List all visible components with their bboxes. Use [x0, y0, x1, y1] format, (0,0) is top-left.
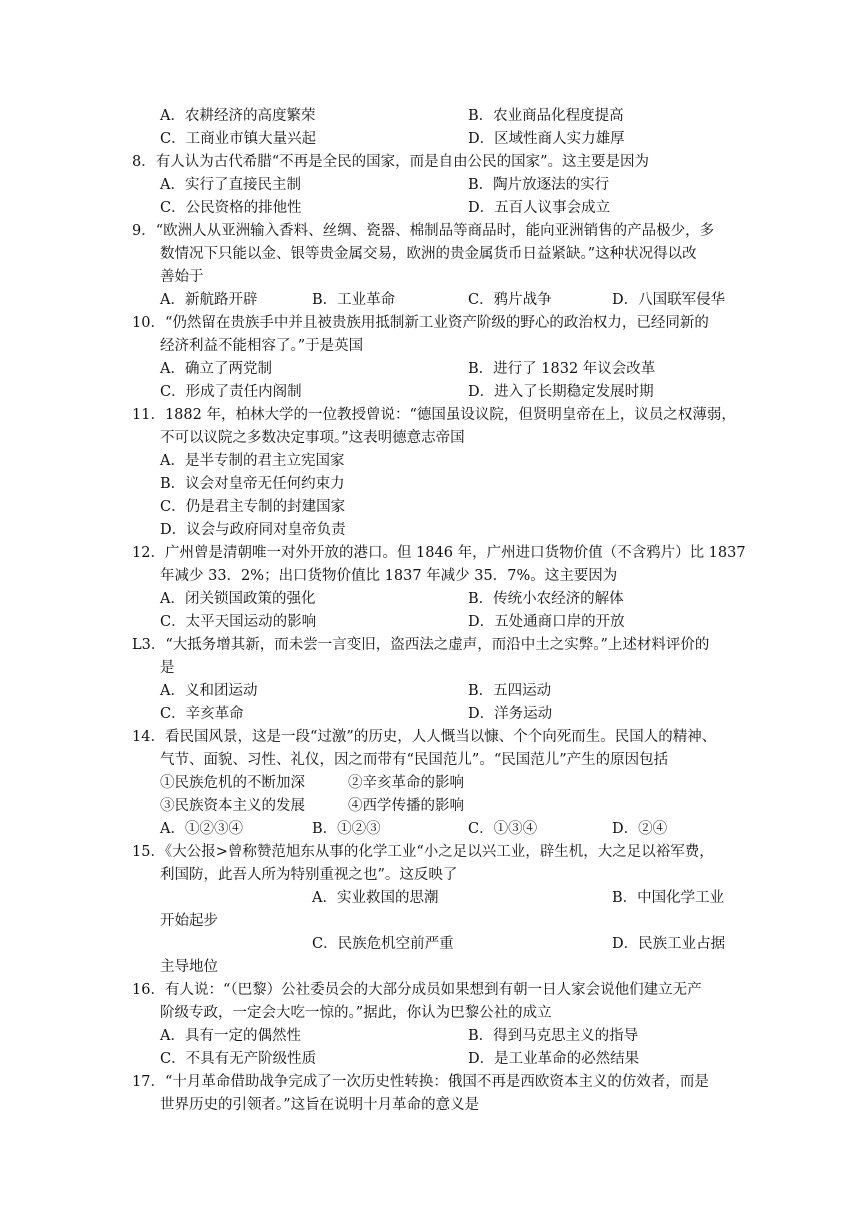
q8-option-d: D．五百人议事会成立: [468, 200, 611, 216]
q11-option-c: C．仍是君主专制的封建国家: [160, 499, 346, 515]
q12-option-c: C．太平天国运动的影响: [160, 614, 317, 630]
q14-item-3: ③民族资本主义的发展: [160, 798, 305, 814]
q16-option-c: C．不具有无产阶级性质: [160, 1051, 317, 1067]
q9-stem-line1: 9．“欧洲人从亚洲输入香料、丝绸、瓷器、棉制品等商品时，能向亚洲销售的产品极少，多: [132, 223, 715, 239]
q12-stem-line2: 年减少 33．2%；出口货物价值比 1837 年减少 35．7%。这主要因为: [160, 568, 618, 584]
q16-stem-line1: 16．有人说：“（巴黎）公社委员会的大部分成员如果想到有朝一日人家会说他们建立无产: [132, 982, 702, 998]
q15-option-c: C．民族危机空前严重: [312, 936, 454, 952]
q9-option-c: C．鸦片战争: [468, 292, 552, 308]
q14-item-4: ④西学传播的影响: [348, 798, 464, 814]
q14-stem-line2: 气节、面貌、习性、礼仪，因之而带有“民国范儿”。“民国范儿”产生的原因包括: [160, 752, 669, 768]
q10-stem-line1: 10．“仍然留在贵族手中并且被贵族用抵制新工业资产阶级的野心的政治权力，已经同新的: [132, 315, 709, 331]
q11-stem-line1: 11．1882 年，柏林大学的一位教授曾说：“德国虽设议院，但贤明皇帝在上，议员之权薄弱，: [132, 407, 736, 423]
q15-stem-line2: 利国防，此吾人所为特别重视之也”。这反映了: [160, 867, 458, 883]
q16-stem-line2: 阶级专政，一定会大吃一惊的。”据此，你认为巴黎公社的成立: [160, 1005, 552, 1021]
q13-option-a: A．义和团运动: [160, 683, 258, 699]
q9-option-a: A．新航路开辟: [160, 292, 258, 308]
q14-item-1: ①民族危机的不断加深: [160, 775, 305, 791]
q12-option-a: A．闭关锁国政策的强化: [160, 591, 316, 607]
q14-option-c: C．①③④: [468, 821, 538, 837]
q12-stem-line1: 12．广州曾是清朝唯一对外开放的港口。但 1846 年，广州进口货物价值（不含鸦片）比 1837: [132, 545, 746, 561]
q15-option-a: A．实业救国的思潮: [312, 890, 439, 906]
q11-option-b: B．议会对皇帝无任何约束力: [160, 476, 345, 492]
q9-option-d: D．八国联军侵华: [612, 292, 726, 308]
q10-option-d: D．进入了长期稳定发展时期: [468, 384, 654, 400]
q7-option-b: B．农业商品化程度提高: [468, 108, 624, 124]
q16-option-d: D．是工业革命的必然结果: [468, 1051, 640, 1067]
q14-option-d: D．②④: [612, 821, 668, 837]
q8-stem: 8．有人认为古代希腊“不再是全民的国家，而是自由公民的国家”。这主要是因为: [132, 154, 650, 170]
q9-stem-line2: 数情况下只能以金、银等贵金属交易，欧洲的贵金属货币日益紧缺。”这种状况得以改: [160, 246, 697, 262]
q9-option-b: B．工业革命: [312, 292, 396, 308]
q10-option-a: A．确立了两党制: [160, 361, 272, 377]
q11-option-d: D．议会与政府同对皇帝负责: [160, 522, 346, 538]
q10-stem-line2: 经济利益不能相容了。”于是英国: [160, 338, 364, 354]
q15-option-b: B．中国化学工业: [612, 890, 725, 906]
q12-option-d: D．五处通商口岸的开放: [468, 614, 625, 630]
q17-stem-line1: 17．“十月革命借助战争完成了一次历史性转换：俄国不再是西欧资本主义的仿效者，而是: [132, 1074, 709, 1090]
q10-option-c: C．形成了责任内阁制: [160, 384, 302, 400]
q8-option-b: B．陶片放逐法的实行: [468, 177, 610, 193]
q13-stem-line2: 是: [160, 660, 175, 676]
q15-option-d: D．民族工业占据: [612, 936, 726, 952]
q16-option-b: B．得到马克思主义的指导: [468, 1028, 639, 1044]
q11-option-a: A．是半专制的君主立宪国家: [160, 453, 345, 469]
q14-item-2: ②辛亥革命的影响: [348, 775, 464, 791]
q8-option-a: A．实行了直接民主制: [160, 177, 301, 193]
q15-option-d-continued: 主导地位: [160, 959, 218, 975]
q14-stem-line1: 14．看民国风景，这是一段“过激”的历史，人人慨当以慷、个个向死而生。民国人的精神、: [132, 729, 717, 745]
q14-option-b: B．①②③: [312, 821, 381, 837]
q15-option-b-continued: 开始起步: [160, 913, 218, 929]
q8-option-c: C．公民资格的排他性: [160, 200, 302, 216]
q15-stem-line1: 15．《大公报>曾称赞范旭东从事的化学工业“小之足以兴工业，辟生机，大之足以裕军费，: [132, 844, 714, 860]
q13-option-d: D．洋务运动: [468, 706, 553, 722]
q13-option-c: C．辛亥革命: [160, 706, 244, 722]
q10-option-b: B．进行了 1832 年议会改革: [468, 361, 656, 377]
q14-option-a: A．①②③④: [160, 821, 243, 837]
q13-stem-line1: L3．“大抵务增其新，而未尝一言变旧，盗西法之虚声，而沿中土之实弊。”上述材料评价的: [132, 637, 710, 653]
q12-option-b: B．传统小农经济的解体: [468, 591, 624, 607]
q7-option-c: C．工商业市镇大量兴起: [160, 131, 317, 147]
q13-option-b: B．五四运动: [468, 683, 552, 699]
q11-stem-line2: 不可以议院之多数决定事项。”这表明德意志帝国: [160, 430, 465, 446]
q7-option-a: A．农耕经济的高度繁荣: [160, 108, 316, 124]
q9-stem-line3: 善始于: [160, 269, 204, 285]
q7-option-d: D．区域性商人实力雄厚: [468, 131, 625, 147]
q16-option-a: A．具有一定的偶然性: [160, 1028, 301, 1044]
q17-stem-line2: 世界历史的引领者。”这旨在说明十月革命的意义是: [160, 1097, 480, 1113]
